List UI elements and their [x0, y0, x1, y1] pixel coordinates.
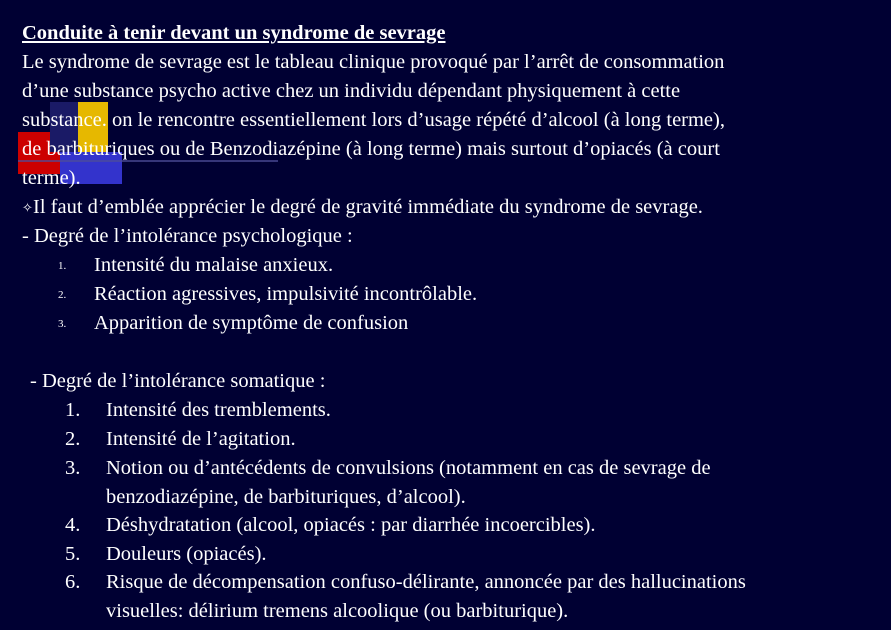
- somatic-item-5-number: 5.: [65, 543, 81, 565]
- psycho-heading: - Degré de l’intolérance psychologique :: [22, 225, 353, 247]
- somatic-item-3-text-line-1: Notion ou d’antécédents de convulsions (notamment en cas de sevrage de: [106, 457, 711, 479]
- somatic-item-6-text-line-2: visuelles: délirium tremens alcoolique (ou barbiturique).: [106, 600, 569, 622]
- psycho-item-1-text: Intensité du malaise anxieux.: [94, 254, 334, 276]
- somatic-item-3-number: 3.: [65, 457, 81, 479]
- intro-line-2: d’une substance psycho active chez un individu dépendant physiquement à cette: [22, 80, 681, 102]
- psycho-item-3-text: Apparition de symptôme de confusion: [94, 312, 409, 334]
- somatic-item-2-text: Intensité de l’agitation.: [106, 428, 296, 450]
- somatic-item-4-number: 4.: [65, 514, 81, 536]
- intro-line-3: substance. on le rencontre essentiellement lors d’usage répété d’alcool (à long terme),: [22, 109, 725, 131]
- slide-title: Conduite à tenir devant un syndrome de sevrage: [22, 22, 446, 44]
- bullet-line: [22, 195, 703, 220]
- somatic-item-1-text: Intensité des tremblements.: [106, 399, 331, 421]
- somatic-item-6-number: 6.: [65, 571, 81, 593]
- psycho-item-2-text: Réaction agressives, impulsivité incontrôlable.: [94, 283, 478, 305]
- somatic-item-4-text: Déshydratation (alcool, opiacés : par diarrhée incoercibles).: [106, 514, 596, 536]
- somatic-item-6-text-line-1: Risque de décompensation confuso-délirante, annoncée par des hallucinations: [106, 571, 746, 593]
- intro-line-5: terme).: [22, 167, 81, 189]
- somatic-heading: - Degré de l’intolérance somatique :: [30, 370, 326, 392]
- somatic-item-3-text-line-2: benzodiazépine, de barbituriques, d’alcool).: [106, 486, 466, 508]
- diamond-bullet-icon: ✧: [22, 200, 33, 215]
- bullet-text: Il faut d’emblée apprécier le degré de gravité immédiate du syndrome de sevrage.: [33, 196, 703, 218]
- intro-line-4: de barbituriques ou de Benzodiazépine (à long terme) mais surtout d’opiacés (à court: [22, 138, 720, 160]
- psycho-item-3-number: 3.: [58, 318, 67, 330]
- psycho-item-2-number: 2.: [58, 289, 67, 301]
- psycho-item-1-number: 1.: [58, 260, 67, 272]
- intro-line-1: Le syndrome de sevrage est le tableau clinique provoqué par l’arrêt de consommation: [22, 51, 725, 73]
- somatic-item-1-number: 1.: [65, 399, 81, 421]
- somatic-item-5-text: Douleurs (opiacés).: [106, 543, 267, 565]
- somatic-item-2-number: 2.: [65, 428, 81, 450]
